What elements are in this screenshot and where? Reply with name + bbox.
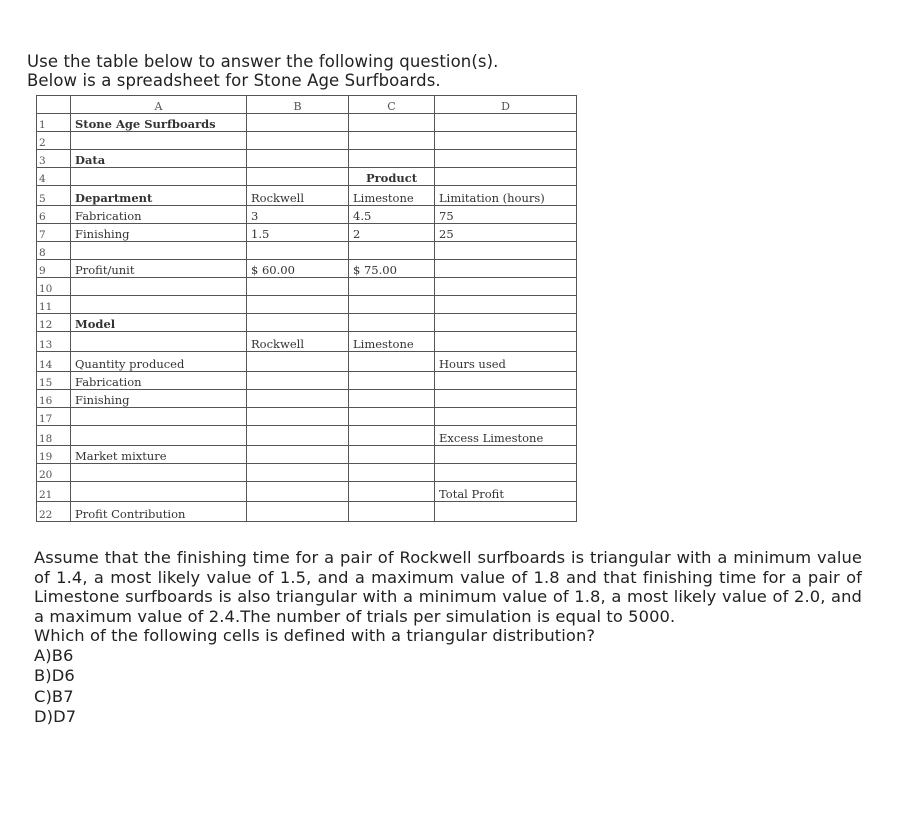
question-prompt: Which of the following cells is defined with a triangular distribution? — [34, 626, 596, 645]
table-row — [37, 150, 577, 168]
cell-a: Profit Contribution — [71, 502, 247, 522]
cell-c — [349, 482, 435, 502]
row-number: 1 — [37, 114, 71, 132]
option-d[interactable]: D)D7 — [34, 707, 77, 726]
cell-c: 2 — [349, 224, 435, 242]
cell-c — [349, 114, 435, 132]
cell-d — [435, 168, 577, 186]
column-header-b: B — [247, 96, 349, 114]
row-number: 18 — [37, 426, 71, 446]
table-row — [37, 464, 577, 482]
cell-b — [247, 314, 349, 332]
table-row — [37, 502, 577, 522]
row-number: 15 — [37, 372, 71, 390]
table-row — [37, 186, 577, 206]
cell-a — [71, 168, 247, 186]
cell-b — [247, 296, 349, 314]
cell-d — [435, 502, 577, 522]
cell-b — [247, 390, 349, 408]
table-row — [37, 168, 577, 186]
row-number: 17 — [37, 408, 71, 426]
cell-b — [247, 426, 349, 446]
cell-b — [247, 242, 349, 260]
option-b[interactable]: B)D6 — [34, 666, 75, 685]
row-number: 13 — [37, 332, 71, 352]
row-number: 12 — [37, 314, 71, 332]
cell-b — [247, 278, 349, 296]
cell-b — [247, 168, 349, 186]
cell-b — [247, 482, 349, 502]
cell-d — [435, 278, 577, 296]
cell-d: Total Profit — [435, 482, 577, 502]
table-row — [37, 426, 577, 446]
column-header-d: D — [435, 96, 577, 114]
cell-a: Finishing — [71, 390, 247, 408]
cell-b — [247, 132, 349, 150]
cell-d: Excess Limestone — [435, 426, 577, 446]
row-number: 11 — [37, 296, 71, 314]
cell-d: 75 — [435, 206, 577, 224]
cell-b — [247, 150, 349, 168]
row-number: 5 — [37, 186, 71, 206]
cell-b — [247, 372, 349, 390]
cell-d — [435, 464, 577, 482]
table-row — [37, 206, 577, 224]
cell-d — [435, 408, 577, 426]
cell-c — [349, 314, 435, 332]
row-number: 22 — [37, 502, 71, 522]
option-a[interactable]: A)B6 — [34, 645, 74, 665]
question-text: Assume that the finishing time for a pair of Rockwell surfboards is triangular with a minimum value of 1.4, a most likely value of 1.5, and a maximum value of 1.8 and that finishing time for a pair of Limestone surfboards is also triangular with a minimum value of 1.8, a most likely value of 2.0, and a maximum value of 2.4.The number of trials per simulation is equal to 5000. — [34, 548, 862, 626]
cell-a — [71, 482, 247, 502]
cell-b — [247, 408, 349, 426]
cell-a: Model — [71, 314, 247, 332]
cell-d — [435, 132, 577, 150]
cell-a — [71, 464, 247, 482]
table-row — [37, 482, 577, 502]
cell-b: 3 — [247, 206, 349, 224]
cell-b — [247, 352, 349, 372]
cell-c: 4.5 — [349, 206, 435, 224]
cell-d — [435, 150, 577, 168]
table-row — [37, 390, 577, 408]
cell-a — [71, 242, 247, 260]
cell-a — [71, 332, 247, 352]
row-number: 7 — [37, 224, 71, 242]
cell-d: Limitation (hours) — [435, 186, 577, 206]
cell-c — [349, 426, 435, 446]
cell-c — [349, 408, 435, 426]
column-header-c: C — [349, 96, 435, 114]
row-number: 20 — [37, 464, 71, 482]
cell-c — [349, 296, 435, 314]
cell-c: $ 75.00 — [349, 260, 435, 278]
column-header-row — [37, 96, 577, 114]
cell-b: 1.5 — [247, 224, 349, 242]
table-row — [37, 114, 577, 132]
row-number: 8 — [37, 242, 71, 260]
cell-b — [247, 464, 349, 482]
answer-options — [34, 646, 862, 728]
cell-c — [349, 352, 435, 372]
cell-a: Fabrication — [71, 372, 247, 390]
cell-d — [435, 114, 577, 132]
row-number: 4 — [37, 168, 71, 186]
spreadsheet-table — [36, 95, 577, 522]
cell-a — [71, 426, 247, 446]
cell-d — [435, 332, 577, 352]
cell-c — [349, 446, 435, 464]
cell-c — [349, 150, 435, 168]
intro-line-1: Use the table below to answer the following question(s). — [27, 52, 499, 71]
cell-c: Limestone — [349, 332, 435, 352]
cell-c — [349, 464, 435, 482]
cell-b — [247, 446, 349, 464]
cell-a — [71, 408, 247, 426]
cell-a: Finishing — [71, 224, 247, 242]
row-number: 21 — [37, 482, 71, 502]
table-row — [37, 296, 577, 314]
option-c[interactable]: C)B7 — [34, 686, 74, 706]
table-row — [37, 278, 577, 296]
table-row — [37, 132, 577, 150]
cell-a: Market mixture — [71, 446, 247, 464]
cell-d: Hours used — [435, 352, 577, 372]
cell-c — [349, 278, 435, 296]
cell-c — [349, 502, 435, 522]
cell-b — [247, 502, 349, 522]
cell-b — [247, 114, 349, 132]
table-row — [37, 372, 577, 390]
table-row — [37, 260, 577, 278]
cell-d — [435, 446, 577, 464]
cell-c — [349, 372, 435, 390]
cell-a: Quantity produced — [71, 352, 247, 372]
row-number: 14 — [37, 352, 71, 372]
cell-a — [71, 132, 247, 150]
cell-c — [349, 390, 435, 408]
cell-a: Data — [71, 150, 247, 168]
cell-d — [435, 314, 577, 332]
cell-d — [435, 296, 577, 314]
column-header-a: A — [71, 96, 247, 114]
cell-c — [349, 132, 435, 150]
question-block — [34, 548, 862, 728]
table-row — [37, 352, 577, 372]
row-number: 2 — [37, 132, 71, 150]
cell-c: Product — [349, 168, 435, 186]
cell-d — [435, 390, 577, 408]
table-row — [37, 314, 577, 332]
corner-cell — [37, 96, 71, 114]
row-number: 3 — [37, 150, 71, 168]
cell-d — [435, 372, 577, 390]
table-row — [37, 408, 577, 426]
table-row — [37, 332, 577, 352]
cell-b: $ 60.00 — [247, 260, 349, 278]
row-number: 6 — [37, 206, 71, 224]
cell-c — [349, 242, 435, 260]
cell-a: Stone Age Surfboards — [71, 114, 247, 132]
cell-d — [435, 260, 577, 278]
row-number: 19 — [37, 446, 71, 464]
cell-b: Rockwell — [247, 186, 349, 206]
table-row — [37, 446, 577, 464]
table-row — [37, 224, 577, 242]
row-number: 9 — [37, 260, 71, 278]
cell-a: Fabrication — [71, 206, 247, 224]
row-number: 16 — [37, 390, 71, 408]
cell-a: Department — [71, 186, 247, 206]
table-row — [37, 242, 577, 260]
cell-a — [71, 278, 247, 296]
intro-line-2: Below is a spreadsheet for Stone Age Surfboards. — [27, 71, 441, 90]
cell-d — [435, 242, 577, 260]
cell-d: 25 — [435, 224, 577, 242]
cell-b: Rockwell — [247, 332, 349, 352]
row-number: 10 — [37, 278, 71, 296]
intro — [27, 52, 498, 90]
cell-a — [71, 296, 247, 314]
cell-a: Profit/unit — [71, 260, 247, 278]
cell-c: Limestone — [349, 186, 435, 206]
